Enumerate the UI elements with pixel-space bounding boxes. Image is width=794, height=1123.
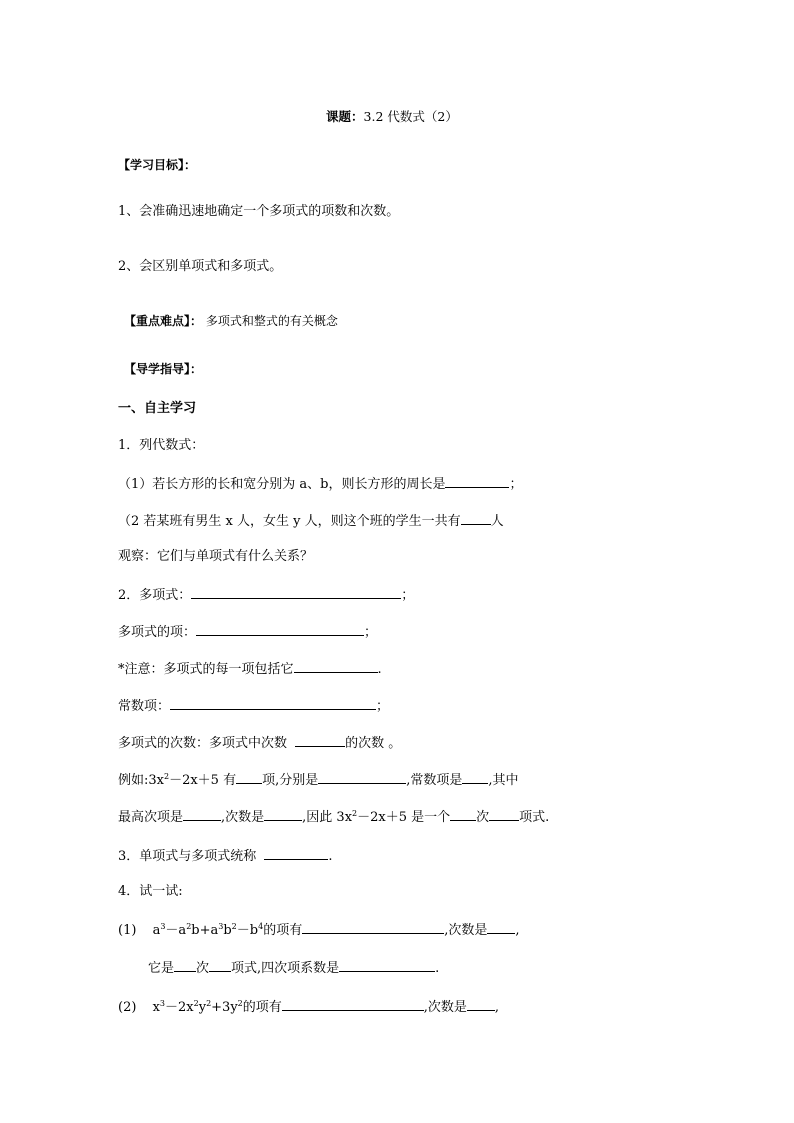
answer-blank [487,920,515,934]
question-1: 1．列代数式： [118,438,205,453]
question-2 [118,585,414,605]
degree-label: 多项式的次数：多项式中次数 [118,736,288,751]
exercise-text: . [435,961,440,976]
example-text: 例如:3x [118,773,164,788]
answer-blank [191,585,401,599]
title-label: 课题： [326,109,364,124]
example-text: 项,分别是 [262,773,319,788]
math-text: a [152,923,161,938]
example-text: ,其中 [488,773,519,788]
answer-blank [450,807,476,821]
key-text: 多项式和整式的有关概念 [205,314,338,328]
example-text: ,因此 3x [302,810,353,825]
example-text: 项式. [519,810,550,825]
example-text: 最高次项是 [118,810,184,825]
exercise-number: (2) [118,1000,137,1015]
answer-blank [183,807,221,821]
goal-1: 1、会准确迅速地确定一个多项式的项数和次数。 [118,204,400,219]
answer-blank [318,770,406,784]
exponent: 3 [218,922,224,931]
answer-blank [282,997,424,1011]
exponent: 2 [231,922,237,931]
goal-2: 2、会区别单项式和多项式。 [118,259,283,274]
exercise-text: 它是 [148,961,175,976]
question-1a [118,474,523,494]
polynomial-term [118,622,377,642]
example-text: －2x＋5 有 [169,773,237,788]
question-4: 4．试一试: [118,884,183,899]
question-3-end: . [328,849,333,864]
exercise-1-continued [148,958,439,978]
question-3-label: 3．单项式与多项式统称 [118,849,257,864]
exercise-text: 项式,四次项系数是 [231,961,340,976]
answer-blank [302,920,444,934]
exponent: 4 [258,922,264,931]
answer-blank [462,770,488,784]
question-1b [118,511,504,531]
note-end: . [377,662,382,677]
key-heading: 【重点难点】： [124,314,203,328]
answer-blank [174,958,196,972]
note-label: *注意：多项式的每一项包括它 [118,662,294,677]
exercise-text: , [515,923,520,938]
exponent: 2 [352,809,358,818]
answer-blank [489,807,519,821]
page-title [326,108,458,126]
example-text: ,常数项是 [406,773,463,788]
answer-blank [339,958,435,972]
math-text: +3y [211,1000,238,1015]
title-text: 3.2 代数式（2） [363,109,458,124]
degree-line [118,733,401,753]
example-text: 次 [476,810,490,825]
question-3 [118,846,333,866]
constant-term-end: ； [376,699,390,714]
observe-text: 观察：它们与单项式有什么关系？ [118,549,314,564]
example-text: ,次数是 [221,810,265,825]
answer-blank [170,696,376,710]
answer-blank [264,807,302,821]
math-text: －b [236,923,259,938]
math-text: －a [165,923,187,938]
question-2-label: 2．多项式： [118,588,192,603]
answer-blank [196,622,364,636]
question-1a-text: （1）若长方形的长和宽分别为 a、b，则长方形的周长是 [118,477,446,492]
example-line-1 [118,770,519,790]
exercise-1 [118,920,519,940]
note-line [118,659,382,679]
exponent: 2 [193,999,199,1008]
question-2-end: ； [401,588,415,603]
answer-blank [467,997,495,1011]
math-text: y [198,1000,207,1015]
exercise-number: (1) [118,923,137,938]
math-text: b+a [191,923,219,938]
answer-blank [295,733,345,747]
polynomial-term-label: 多项式的项： [118,625,197,640]
guide-heading: 【导学指导】： [124,362,203,376]
exponent: 2 [163,772,170,781]
exercise-text: ,次数是 [423,1000,467,1015]
exercise-text: ,次数是 [444,923,488,938]
answer-blank [445,474,509,488]
goals-heading: 【学习目标】： [118,158,197,172]
answer-blank [461,511,491,525]
polynomial-term-end: ； [364,625,378,640]
constant-term [118,696,389,716]
exercise-text: 的项有 [263,923,303,938]
exponent: 3 [160,922,166,931]
exponent: 2 [237,999,243,1008]
question-1b-text: （2 若某班有男生 x 人，女生 y 人，则这个班的学生一共有 [118,514,461,529]
math-text: x [152,1000,160,1015]
math-text: b [223,923,232,938]
exponent: 2 [186,922,192,931]
section-heading: 一、自主学习 [118,401,197,416]
example-line-2 [118,807,549,827]
exercise-2 [118,997,499,1017]
math-text: －2x [165,1000,194,1015]
answer-blank [294,659,378,673]
answer-blank [264,846,328,860]
key-points [124,312,338,330]
degree-end: 的次数 。 [345,736,402,751]
question-1a-end: ； [509,477,523,492]
exponent: 2 [206,999,212,1008]
exponent: 3 [159,999,165,1008]
answer-blank [236,770,262,784]
exercise-text: 的项有 [242,1000,282,1015]
exercise-text: 次 [196,961,210,976]
exercise-text: , [494,1000,500,1015]
answer-blank [209,958,231,972]
example-text: －2x＋5 是一个 [357,810,451,825]
constant-term-label: 常数项： [118,699,171,714]
question-1b-end: 人 [490,514,504,529]
